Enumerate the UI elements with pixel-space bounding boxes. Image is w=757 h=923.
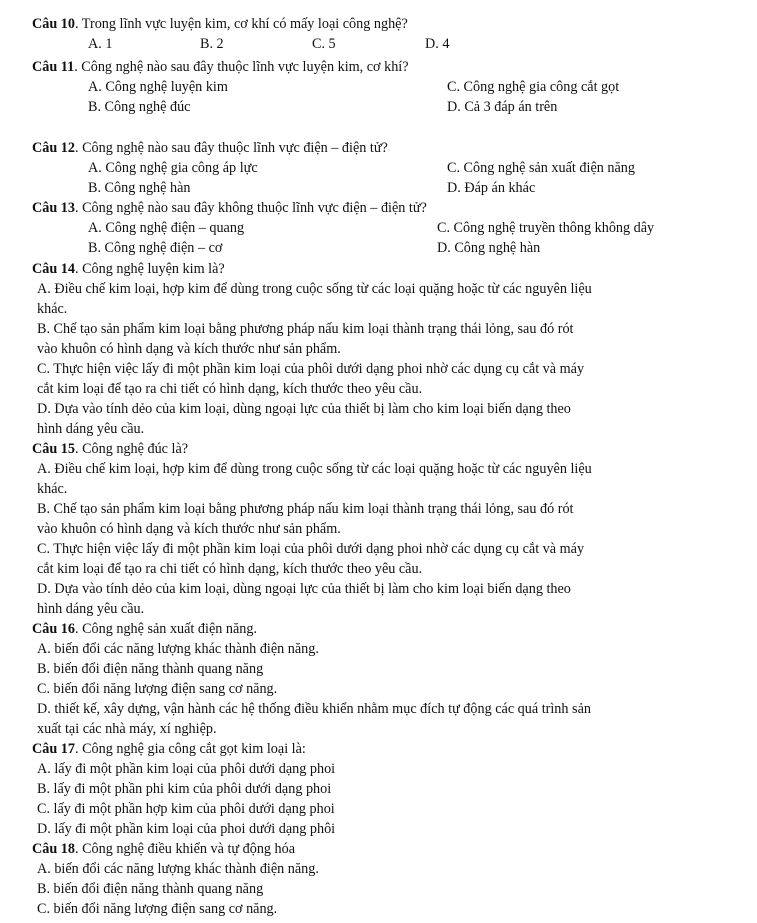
option-d-line-1: D. thiết kế, xây dựng, vận hành các hệ thống điều khiển nhằm mục đích tự động các quá trình sản (37, 701, 591, 717)
option-b: B. biến đổi điện năng thành quang năng (37, 881, 264, 897)
question-number: Câu 18 (32, 841, 75, 857)
option-a: A. Công nghệ luyện kim (88, 79, 228, 95)
option-c-line-1: C. Thực hiện việc lấy đi một phần kim loại của phôi dưới dạng phoi nhờ các dụng cụ cắt và máy (37, 361, 585, 377)
option-c-line-2: cắt kim loại để tạo ra chi tiết có hình dạng, kích thước theo yêu cầu. (37, 381, 423, 397)
option-b: B. lấy đi một phần phi kim của phôi dưới dạng phoi (37, 781, 332, 797)
option-a: A. Công nghệ điện – quang (88, 220, 245, 236)
question-12 (32, 140, 388, 157)
option-d: D. Công nghệ hàn (437, 240, 541, 256)
option-b: B. Công nghệ hàn (88, 180, 191, 196)
option-d-line-2: hình dáng yêu cầu. (37, 601, 145, 617)
question-number: Câu 11 (32, 59, 75, 75)
question-number: Câu 16 (32, 621, 75, 637)
option-c: C. Công nghệ sản xuất điện năng (447, 160, 635, 176)
question-number: Câu 12 (32, 140, 75, 156)
option-b-line-1: B. Chế tạo sản phẩm kim loại bằng phương pháp nấu kim loại thành trạng thái lỏng, sau đó rót (37, 321, 574, 337)
option-d-line-1: D. Dựa vào tính dẻo của kim loại, dùng ngoại lực của thiết bị làm cho kim loại biến dạng theo (37, 581, 571, 597)
question-text: . Công nghệ điều khiển và tự động hóa (74, 841, 296, 857)
option-d: D. Cả 3 đáp án trên (447, 99, 558, 115)
option-a: A. Công nghệ gia công áp lực (88, 160, 258, 176)
option-a-line-2: khác. (37, 301, 68, 317)
question-16 (32, 621, 257, 638)
option-d: D. Đáp án khác (447, 180, 536, 196)
question-number: Câu 17 (32, 741, 75, 757)
question-text: . Công nghệ đúc là? (74, 441, 189, 457)
question-11 (32, 59, 409, 76)
question-13 (32, 200, 427, 217)
option-b-line-2: vào khuôn có hình dạng và kích thước như sản phẩm. (37, 341, 341, 357)
option-d: D. lấy đi một phần kim loại của phoi dưới dạng phôi (37, 821, 336, 837)
question-number: Câu 14 (32, 261, 75, 277)
option-c-line-2: cắt kim loại để tạo ra chi tiết có hình dạng, kích thước theo yêu cầu. (37, 561, 423, 577)
option-c-line-1: C. Thực hiện việc lấy đi một phần kim loại của phôi dưới dạng phoi nhờ các dụng cụ cắt và máy (37, 541, 585, 557)
option-a-line-2: khác. (37, 481, 68, 497)
question-number: Câu 13 (32, 200, 75, 216)
option-c: C. biến đổi năng lượng điện sang cơ năng. (37, 901, 278, 917)
option-d-line-1: D. Dựa vào tính dẻo của kim loại, dùng ngoại lực của thiết bị làm cho kim loại biến dạng theo (37, 401, 571, 417)
option-a: A. biến đổi các năng lượng khác thành điện năng. (37, 861, 319, 877)
question-text: . Công nghệ nào sau đây không thuộc lĩnh vực điện – điện tử? (74, 200, 427, 216)
question-text: . Công nghệ gia công cắt gọt kim loại là: (74, 741, 306, 757)
question-text: . Công nghệ luyện kim là? (74, 261, 225, 277)
question-14 (32, 261, 225, 278)
option-d-line-2: xuất tại các nhà máy, xí nghiệp. (37, 721, 217, 737)
option-c: C. biến đổi năng lượng điện sang cơ năng. (37, 681, 278, 697)
option-b-line-2: vào khuôn có hình dạng và kích thước như sản phẩm. (37, 521, 341, 537)
question-text: . Công nghệ nào sau đây thuộc lĩnh vực luyện kim, cơ khí? (74, 59, 409, 75)
option-a: A. lấy đi một phần kim loại của phôi dưới dạng phoi (37, 761, 336, 777)
option-a-line-1: A. Điều chế kim loại, hợp kim để dùng trong cuộc sống từ các loại quặng hoặc từ các nguyên liệu (37, 281, 592, 297)
option-a: A. biến đổi các năng lượng khác thành điện năng. (37, 641, 319, 657)
option-b-line-1: B. Chế tạo sản phẩm kim loại bằng phương pháp nấu kim loại thành trạng thái lỏng, sau đó rót (37, 501, 574, 517)
option-b: B. 2 (200, 36, 224, 52)
question-text: . Công nghệ nào sau đây thuộc lĩnh vực điện – điện tử? (74, 140, 388, 156)
option-d: D. 4 (425, 36, 450, 52)
option-a: A. 1 (88, 36, 113, 52)
question-number: Câu 15 (32, 441, 75, 457)
option-b: B. biến đổi điện năng thành quang năng (37, 661, 264, 677)
option-a-line-1: A. Điều chế kim loại, hợp kim để dùng trong cuộc sống từ các loại quặng hoặc từ các nguyên liệu (37, 461, 592, 477)
option-b: B. Công nghệ đúc (88, 99, 191, 115)
question-text: . Trong lĩnh vực luyện kim, cơ khí có mấy loại công nghệ? (74, 16, 408, 32)
question-15 (32, 441, 188, 458)
option-d-line-2: hình dáng yêu cầu. (37, 421, 145, 437)
question-18 (32, 841, 295, 858)
question-10 (32, 16, 408, 33)
question-number: Câu 10 (32, 16, 75, 32)
option-c: C. 5 (312, 36, 336, 52)
option-b: B. Công nghệ điện – cơ (88, 240, 223, 256)
option-c: C. Công nghệ gia công cắt gọt (447, 79, 620, 95)
option-c: C. lấy đi một phần hợp kim của phôi dưới dạng phoi (37, 801, 335, 817)
question-text: . Công nghệ sản xuất điện năng. (74, 621, 258, 637)
option-c: C. Công nghệ truyền thông không dây (437, 220, 655, 236)
question-17 (32, 741, 306, 758)
